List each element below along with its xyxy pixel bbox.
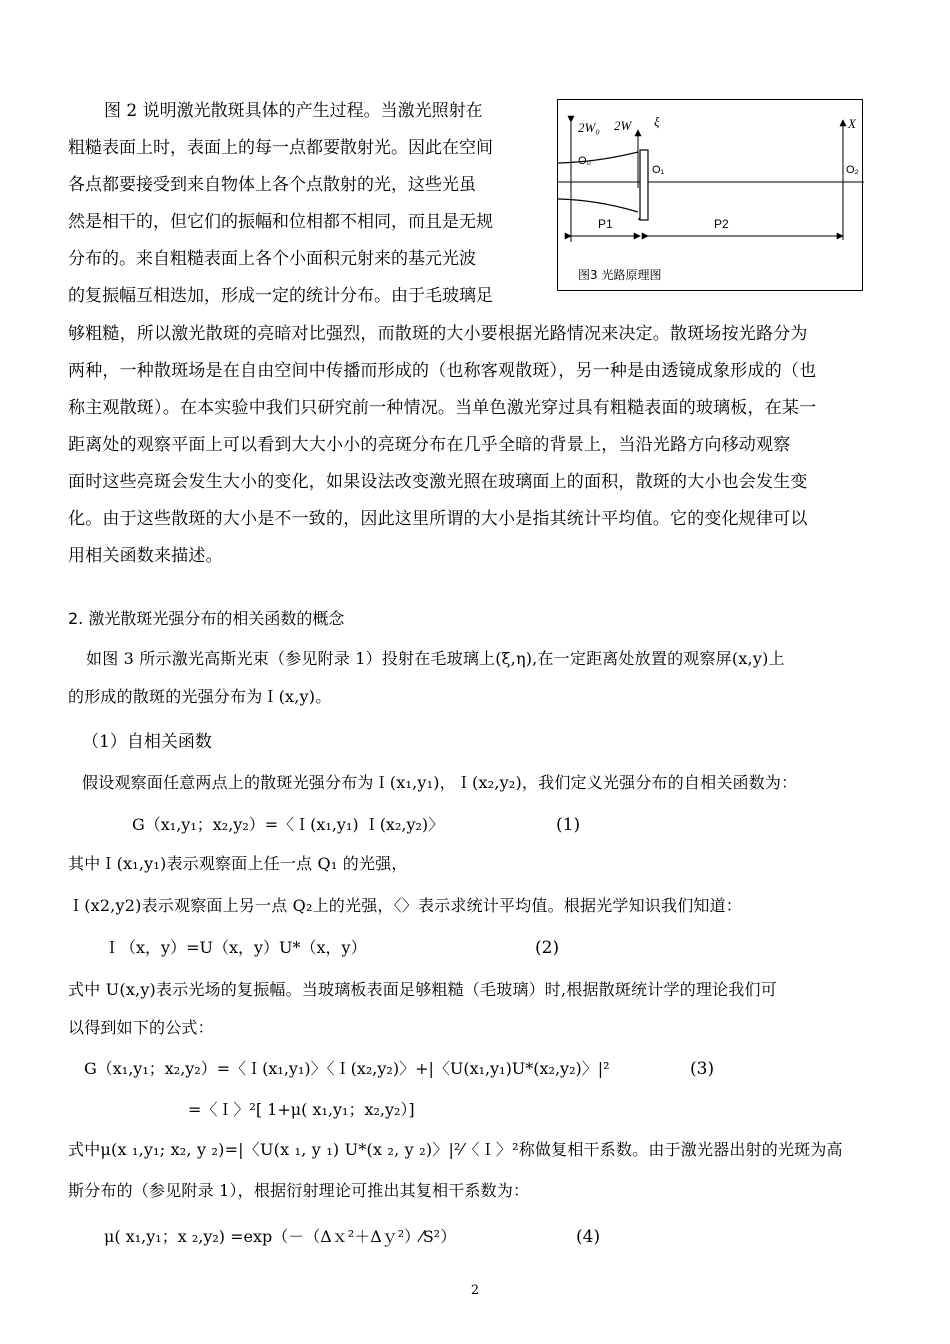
text-line: 式中 U(x,y)表示光场的复振幅。当玻璃板表面足够粗糙（毛玻璃）时,根据散斑统计学的理论我们可 [68,980,777,999]
equation-2: Ｉ（x，y）=U（x，y）U*（x，y） [104,938,367,957]
section-heading: 2. 激光散斑光强分布的相关函数的概念 [68,609,345,628]
beam-upper [558,152,638,163]
page-number: 2 [470,1283,480,1298]
text-line: 称主观散斑）。在本实验中我们只研究前一种情况。当单色激光穿过具有粗糙表面的玻璃板，在某一 [68,398,817,418]
text-line: 的复振幅互相迭加，形成一定的统计分布。由于毛玻璃足 [68,286,493,306]
equation-3-line-2: =〈Ｉ〉²[ 1+μ( x₁,y₁；x₂,y₂）] [188,1100,415,1119]
text-line: 面时这些亮斑会发生大小的变化，如果设法改变激光照在玻璃面上的面积，散斑的大小也会发生变 [68,472,808,492]
text-line: 然是相干的，但它们的振幅和位相都不相同，而且是无规 [68,212,493,232]
equation-1: G（x₁,y₁；x₂,y₂）=〈Ｉ(x₁,y₁) Ｉ(x₂,y₂)〉 [132,815,445,834]
text-line: 各点都要接受到来自物体上各个点散射的光，这些光虽 [68,175,476,195]
equation-3-line-1: G（x₁,y₁；x₂,y₂）=〈Ｉ(x₁,y₁)〉〈Ｉ(x₂,y₂)〉+|〈U(x₁,y₁)U*(x₂,y₂)〉|² [84,1059,610,1078]
text-line: 假设观察面任意两点上的散斑光强分布为Ｉ(x₁,y₁)，Ｉ(x₂,y₂)，我们定义光强分布的自相关函数为： [82,773,798,792]
label-2w: 2W [614,118,632,133]
label-o1: O₁ [652,164,665,176]
text-line: 粗糙表面上时，表面上的每一点都要散射光。因此在空间 [68,138,493,158]
text-line: 斯分布的（参见附录 1），根据衍射理论可推出其复相干系数为： [68,1181,530,1200]
text-line: 够粗糙，所以激光散斑的亮暗对比强烈，而散斑的大小要根据光路情况来决定。散斑场按光路分为 [68,324,808,344]
text-line: 如图 3 所示激光高斯光束（参见附录 1）投射在毛玻璃上(ξ,η),在一定距离处放置的观察屏(x,y)上 [86,649,785,668]
equation-3-number: (3) [690,1059,715,1079]
text-line: 两种，一种散斑场是在自由空间中传播而形成的（也称客观散斑），另一种是由透镜成象形成的（也 [68,361,817,381]
text-line: 的形成的散斑的光强分布为Ｉ(x,y)。 [68,687,332,706]
text-line: 其中Ｉ(x₁,y₁)表示观察面上任一点 Q₁ 的光强， [68,854,408,873]
optical-path-figure [557,99,863,291]
figure-caption: 图3 光路原理图 [578,268,662,282]
label-2w0: 2W₀ [578,120,600,135]
equation-4-number: (4) [576,1227,601,1247]
subsection-heading: （1）自相关函数 [82,732,212,752]
text-line: 以得到如下的公式： [68,1018,214,1037]
text-line: Ｉ(x2,y2)表示观察面上另一点 Q₂上的光强，〈〉表示求统计平均值。根据光学知识我们知道： [68,896,743,915]
label-xi: ξ [654,114,660,129]
equation-2-number: (2) [535,938,560,958]
label-p1: P1 [598,217,613,231]
text-line: 图 2 说明激光散斑具体的产生过程。当激光照射在 [104,101,483,121]
equation-4: μ( x₁,y₁；x ₂,y₂) =exp（－（Δｘ²＋Δｙ²）⁄S²） [104,1227,457,1246]
beam-lower [558,199,638,212]
text-line: 距离处的观察平面上可以看到大大小小的亮斑分布在几乎全暗的背景上，当沿光路方向移动观察 [68,435,791,455]
equation-1-number: (1) [556,815,581,835]
label-x: X [848,116,856,131]
ground-glass-plate [640,150,648,220]
label-o2: O₂ [846,164,859,176]
label-o0: O₀ [578,155,592,167]
label-p2: P2 [714,217,729,231]
text-line: 分布的。来自粗糙表面上各个小面积元射来的基元光波 [68,249,476,269]
text-line: 化。由于这些散斑的大小是不一致的，因此这里所谓的大小是指其统计平均值。它的变化规律可以 [68,509,808,529]
text-line: 式中μ(x ₁,y₁; x₂, y ₂)=|〈U(x ₁, y ₁) U*(x ₂, y ₂)〉|²⁄〈Ｉ〉²称做复相干系数。由于激光器出射的光斑为高 [68,1140,843,1159]
optical-path-diagram [558,100,864,292]
text-line: 用相关函数来描述。 [68,546,223,566]
